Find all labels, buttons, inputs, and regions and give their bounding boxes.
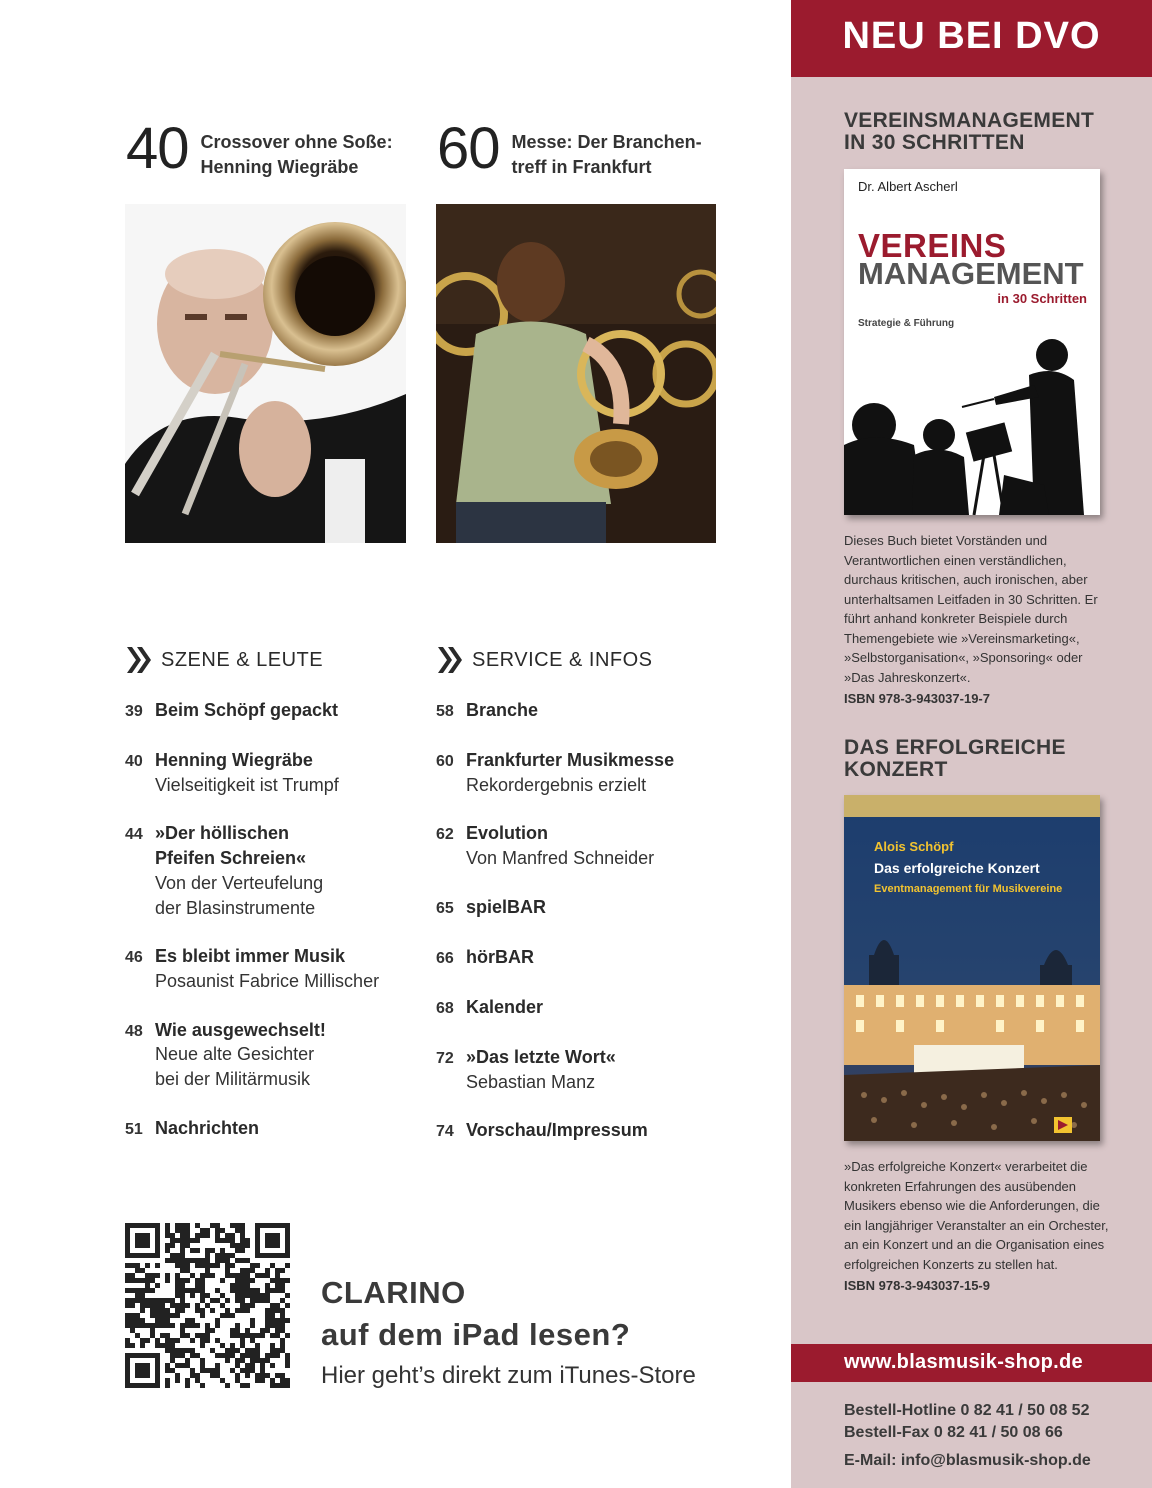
toc-item[interactable]: 65 spielBAR [436, 896, 547, 917]
toc-item[interactable]: 72 »Das letzte Wort« Sebastian Manz [436, 1046, 616, 1092]
shop-url-link[interactable]: www.blasmusik-shop.de [844, 1351, 1083, 1373]
feature-number: 40 [126, 116, 189, 181]
book2-heading: DAS ERFOLGREICHE KONZERT [844, 736, 1066, 781]
order-fax: Bestell-Fax 0 82 41 / 50 08 66 [844, 1424, 1063, 1441]
toc-szene-leute [125, 698, 425, 1166]
order-contact [844, 1400, 1091, 1472]
qr-code-icon[interactable] [125, 1223, 290, 1388]
toc-item[interactable]: 51 Nachrichten [125, 1117, 260, 1138]
toc-item[interactable]: 40 Henning Wiegräbe Vielseitigkeit ist Trumpf [125, 750, 339, 795]
toc-item[interactable]: 66 hörBAR [436, 946, 534, 967]
toc-item[interactable]: 74 Vorschau/Impressum [436, 1120, 648, 1141]
feature-title: Crossover ohne Soße: Henning Wiegräbe [200, 132, 393, 177]
toc-item[interactable]: 60 Frankfurter Musikmesse Rekordergebnis erzielt [436, 750, 675, 795]
feature-number: 60 [437, 116, 500, 181]
sidebar-header: NEU BEI DVO [791, 0, 1152, 77]
book1-heading: VEREINSMANAGEMENT IN 30 SCHRITTEN [844, 109, 1095, 154]
toc-item[interactable]: 44 »Der höllischen Pfeifen Schreien« Von der Verteufelung der Blasinstrumente [125, 823, 324, 918]
feature-60[interactable] [437, 118, 702, 180]
double-chevron-icon [436, 645, 464, 675]
toc-item[interactable]: 62 Evolution Von Manfred Schneider [436, 823, 655, 869]
sidebar [791, 0, 1152, 1488]
trombonist-photo [125, 204, 406, 543]
shop-url-bar[interactable] [791, 1344, 1152, 1382]
feature-title: Messe: Der Branchen- treff in Frankfurt [511, 132, 702, 177]
horn-player-photo [436, 204, 716, 543]
book-cover-vereinsmanagement[interactable]: Dr. Albert Ascherl VEREINS MANAGEMENT in 30 Schritten Strategie & Führung [844, 169, 1100, 515]
toc-item[interactable]: 68 Kalender [436, 996, 544, 1017]
book2-description: »Das erfolgreiche Konzert« verarbeitet die konkreten Erfahrungen des ausübenden Musikers ebenso wie die Anforderungen, die ein langjähriger Veranstalter an ein Orchester, an ein Konzert und an die Organisation eines erfolgreichen Konzerts zu stellen hat. ISBN 978-3-943037-15-9 [844, 1159, 1109, 1293]
section-heading-szene: SZENE & LEUTE [125, 645, 323, 675]
ipad-promo[interactable]: CLARINO auf dem iPad lesen? Hier geht’s direkt zum iTunes-Store [321, 1275, 696, 1389]
book-cover-erfolgreiche-konzert[interactable]: Alois Schöpf Das erfolgreiche Konzert Eventmanagement für Musikvereine [844, 795, 1100, 1141]
toc-item[interactable]: 58 Branche [436, 700, 539, 720]
toc-item[interactable]: 39 Beim Schöpf gepackt [125, 700, 339, 720]
toc-item[interactable]: 46 Es bleibt immer Musik Posaunist Fabrice Millischer [125, 946, 380, 991]
feature-40[interactable] [126, 118, 393, 180]
toc-service-infos [436, 698, 736, 1168]
book1-description: Dieses Buch bietet Vorständen und Verantwortlichen einen verständlichen, durchaus kritischen, auch ironischen, aber unterhaltsamen Leitfaden in 30 Schritten. Er führt anhand konkreter Beispiele durch Themengebiete wie »Vereinsmarketing«, »Selbstorganisation«, »Sponsoring« oder »Das Jahreskonzert«. ISBN 978-3-943037-19-7 [844, 533, 1098, 706]
order-hotline: Bestell-Hotline 0 82 41 / 50 08 52 [844, 1402, 1090, 1419]
double-chevron-icon [125, 645, 153, 675]
orchestra-silhouette [844, 335, 1100, 515]
section-heading-service: SERVICE & INFOS [436, 645, 653, 675]
toc-item[interactable]: 48 Wie ausgewechselt! Neue alte Gesichter bei der Militärmusik [125, 1019, 326, 1090]
order-email[interactable]: E-Mail: info@blasmusik-shop.de [844, 1452, 1091, 1469]
